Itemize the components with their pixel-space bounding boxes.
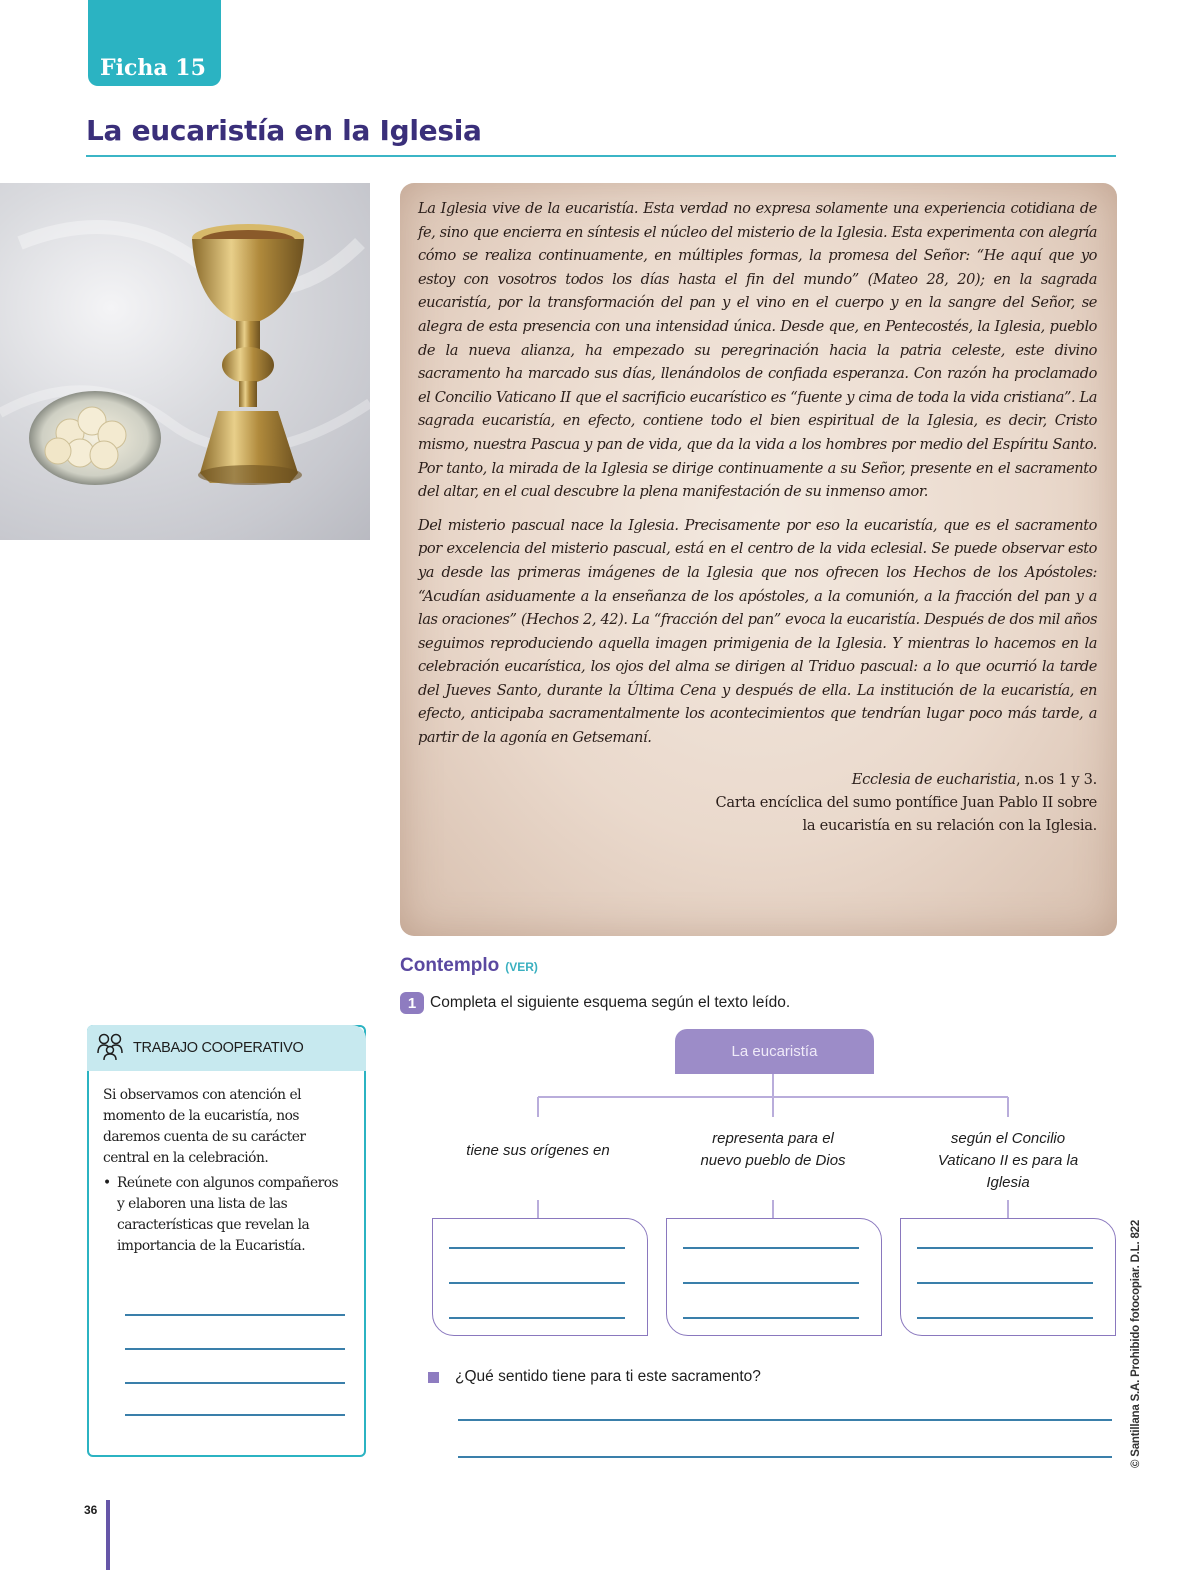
- page-title: La eucaristía en la Iglesia: [86, 114, 482, 147]
- cooperative-body: [103, 1085, 349, 1257]
- answer-line[interactable]: [683, 1317, 859, 1319]
- source-line-3: la eucaristía en su relación con la Iglesia.: [802, 816, 1097, 834]
- activity-number-badge: 1: [400, 992, 424, 1014]
- answer-line[interactable]: [683, 1282, 859, 1284]
- source-reference: , n.os 1 y 3.: [1015, 770, 1097, 788]
- copyright-notice: © Santillana S.A. Prohibido fotocopiar. D.L. 822: [1130, 1219, 1142, 1468]
- section-heading-label: Contemplo: [400, 955, 500, 976]
- answer-line[interactable]: [458, 1419, 1112, 1421]
- answer-line[interactable]: [125, 1348, 345, 1350]
- activity-text: Completa el siguiente esquema según el texto leído.: [430, 994, 791, 1011]
- worksheet-tab: Ficha 15: [88, 0, 221, 86]
- answer-box-2[interactable]: [666, 1218, 882, 1336]
- answer-line[interactable]: [449, 1282, 625, 1284]
- answer-line[interactable]: [458, 1456, 1112, 1458]
- chalice-photo: [0, 183, 370, 540]
- answer-line[interactable]: [125, 1314, 345, 1316]
- diagram-branch-label-2: representa para el nuevo pueblo de Dios: [700, 1130, 846, 1169]
- cooperative-task: [103, 1173, 349, 1257]
- quote-source: [418, 768, 1097, 837]
- quote-paragraph-1: La Iglesia vive de la eucaristía. Esta verdad no expresa solamente una experiencia cotidiana de fe, sino que encierra en síntesis el núcleo del misterio de la Iglesia. Esta experimenta con alegría cómo se realiza continuamente, en múltiples formas, la promesa del Señor: “He aquí que yo estoy con vosotros todos los días hasta el fin del mundo” (Mateo 28, 20); en la sagrada eucaristía, por la transformación del pan y el vino en el cuerpo y en la sangre del Señor, se alegra de esta presencia con una intensidad única. Desde que, en Pentecostés, la Iglesia, pueblo de la nueva alianza, ha empezado su peregrinación hacia la patria celeste, este divino sacramento ha marcado sus días, llenándolos de confiada esperanza. Con razón ha proclamado el Concilio Vaticano II que el sacrificio eucarístico es “fuente y cima de toda la vida cristiana”. La sagrada eucaristía, en efecto, contiene todo el bien espiritual de la Iglesia, es decir, Cristo mismo, nuestra Pascua y pan de vida, que da la vida a los hombres por medio del Espíritu Santo. Por tanto, la mirada de la Iglesia se dirige continuamente a su Señor, presente en el sacramento del altar, en el cual descubre la plena manifestación de su inmenso amor.: [418, 200, 1097, 501]
- diagram-branch-label-3: según el Concilio Vaticano II es para la Iglesia: [937, 1130, 1079, 1191]
- answer-line[interactable]: [449, 1317, 625, 1319]
- answer-line[interactable]: [917, 1247, 1093, 1249]
- page-margin-bar: [106, 1500, 110, 1570]
- square-bullet-icon: [428, 1372, 439, 1383]
- cooperative-title: TRABAJO COOPERATIVO: [133, 1040, 304, 1056]
- section-heading-sub: (VER): [505, 960, 538, 974]
- answer-box-1[interactable]: [432, 1218, 648, 1336]
- reflection-question-text: ¿Qué sentido tiene para ti este sacramento?: [455, 1368, 761, 1385]
- answer-line[interactable]: [917, 1317, 1093, 1319]
- quote-paragraph-2: Del misterio pascual nace la Iglesia. Precisamente por eso la eucaristía, que es el sacramento por excelencia del misterio pascual, está en el centro de la vida eclesial. Se puede observar esto ya desde las primeras imágenes de la Iglesia que nos ofrecen los Hechos de los Apóstoles: “Acudían asiduamente a la enseñanza de los apóstoles, a la comunión, a la fracción del pan y a las oraciones” (Hechos 2, 42). La “fracción del pan” evoca la eucaristía. Después de dos mil años seguimos reproduciendo aquella imagen primigenia de la Iglesia. Y mientras lo hacemos en la celebración eucarística, los ojos del alma se dirigen al Triduo pascual: a lo que ocurrió la tarde del Jueves Santo, durante la Última Cena y después de ella. La institución de la eucaristía, en efecto, anticipaba sacramentalmente los acontecimientos que tendrían lugar poco más tarde, a partir de la agonía en Getsemaní.: [418, 516, 1097, 747]
- diagram-branch-label-1: tiene sus orígenes en: [466, 1142, 610, 1159]
- encyclical-quote: [400, 183, 1117, 936]
- concept-diagram: [420, 1025, 1120, 1345]
- activity-instruction: [400, 992, 790, 1014]
- group-people-icon: [95, 1031, 125, 1066]
- diagram-root-node: La eucaristía: [675, 1029, 874, 1074]
- source-work: Ecclesia de eucharistia: [851, 770, 1016, 788]
- answer-line[interactable]: [125, 1382, 345, 1384]
- cooperative-intro: Si observamos con atención el momento de la eucaristía, nos daremos cuenta de su carácter central en la celebración.: [103, 1087, 306, 1166]
- bullet-icon: •: [103, 1175, 111, 1191]
- title-divider: [86, 155, 1116, 157]
- cooperative-header: [87, 1025, 366, 1071]
- source-line-2: Carta encíclica del sumo pontífice Juan Pablo II sobre: [715, 793, 1097, 811]
- cooperative-task-text: Reúnete con algunos compañeros y elaboren una lista de las características que revelan la importancia de la Eucaristía.: [117, 1175, 339, 1254]
- reflection-question: [428, 1368, 761, 1386]
- answer-line[interactable]: [449, 1247, 625, 1249]
- cooperative-work-box: [87, 1025, 366, 1457]
- section-heading: [400, 955, 538, 977]
- answer-line[interactable]: [125, 1414, 345, 1416]
- answer-line[interactable]: [917, 1282, 1093, 1284]
- answer-box-3[interactable]: [900, 1218, 1116, 1336]
- page-number: 36: [84, 1503, 98, 1517]
- answer-line[interactable]: [683, 1247, 859, 1249]
